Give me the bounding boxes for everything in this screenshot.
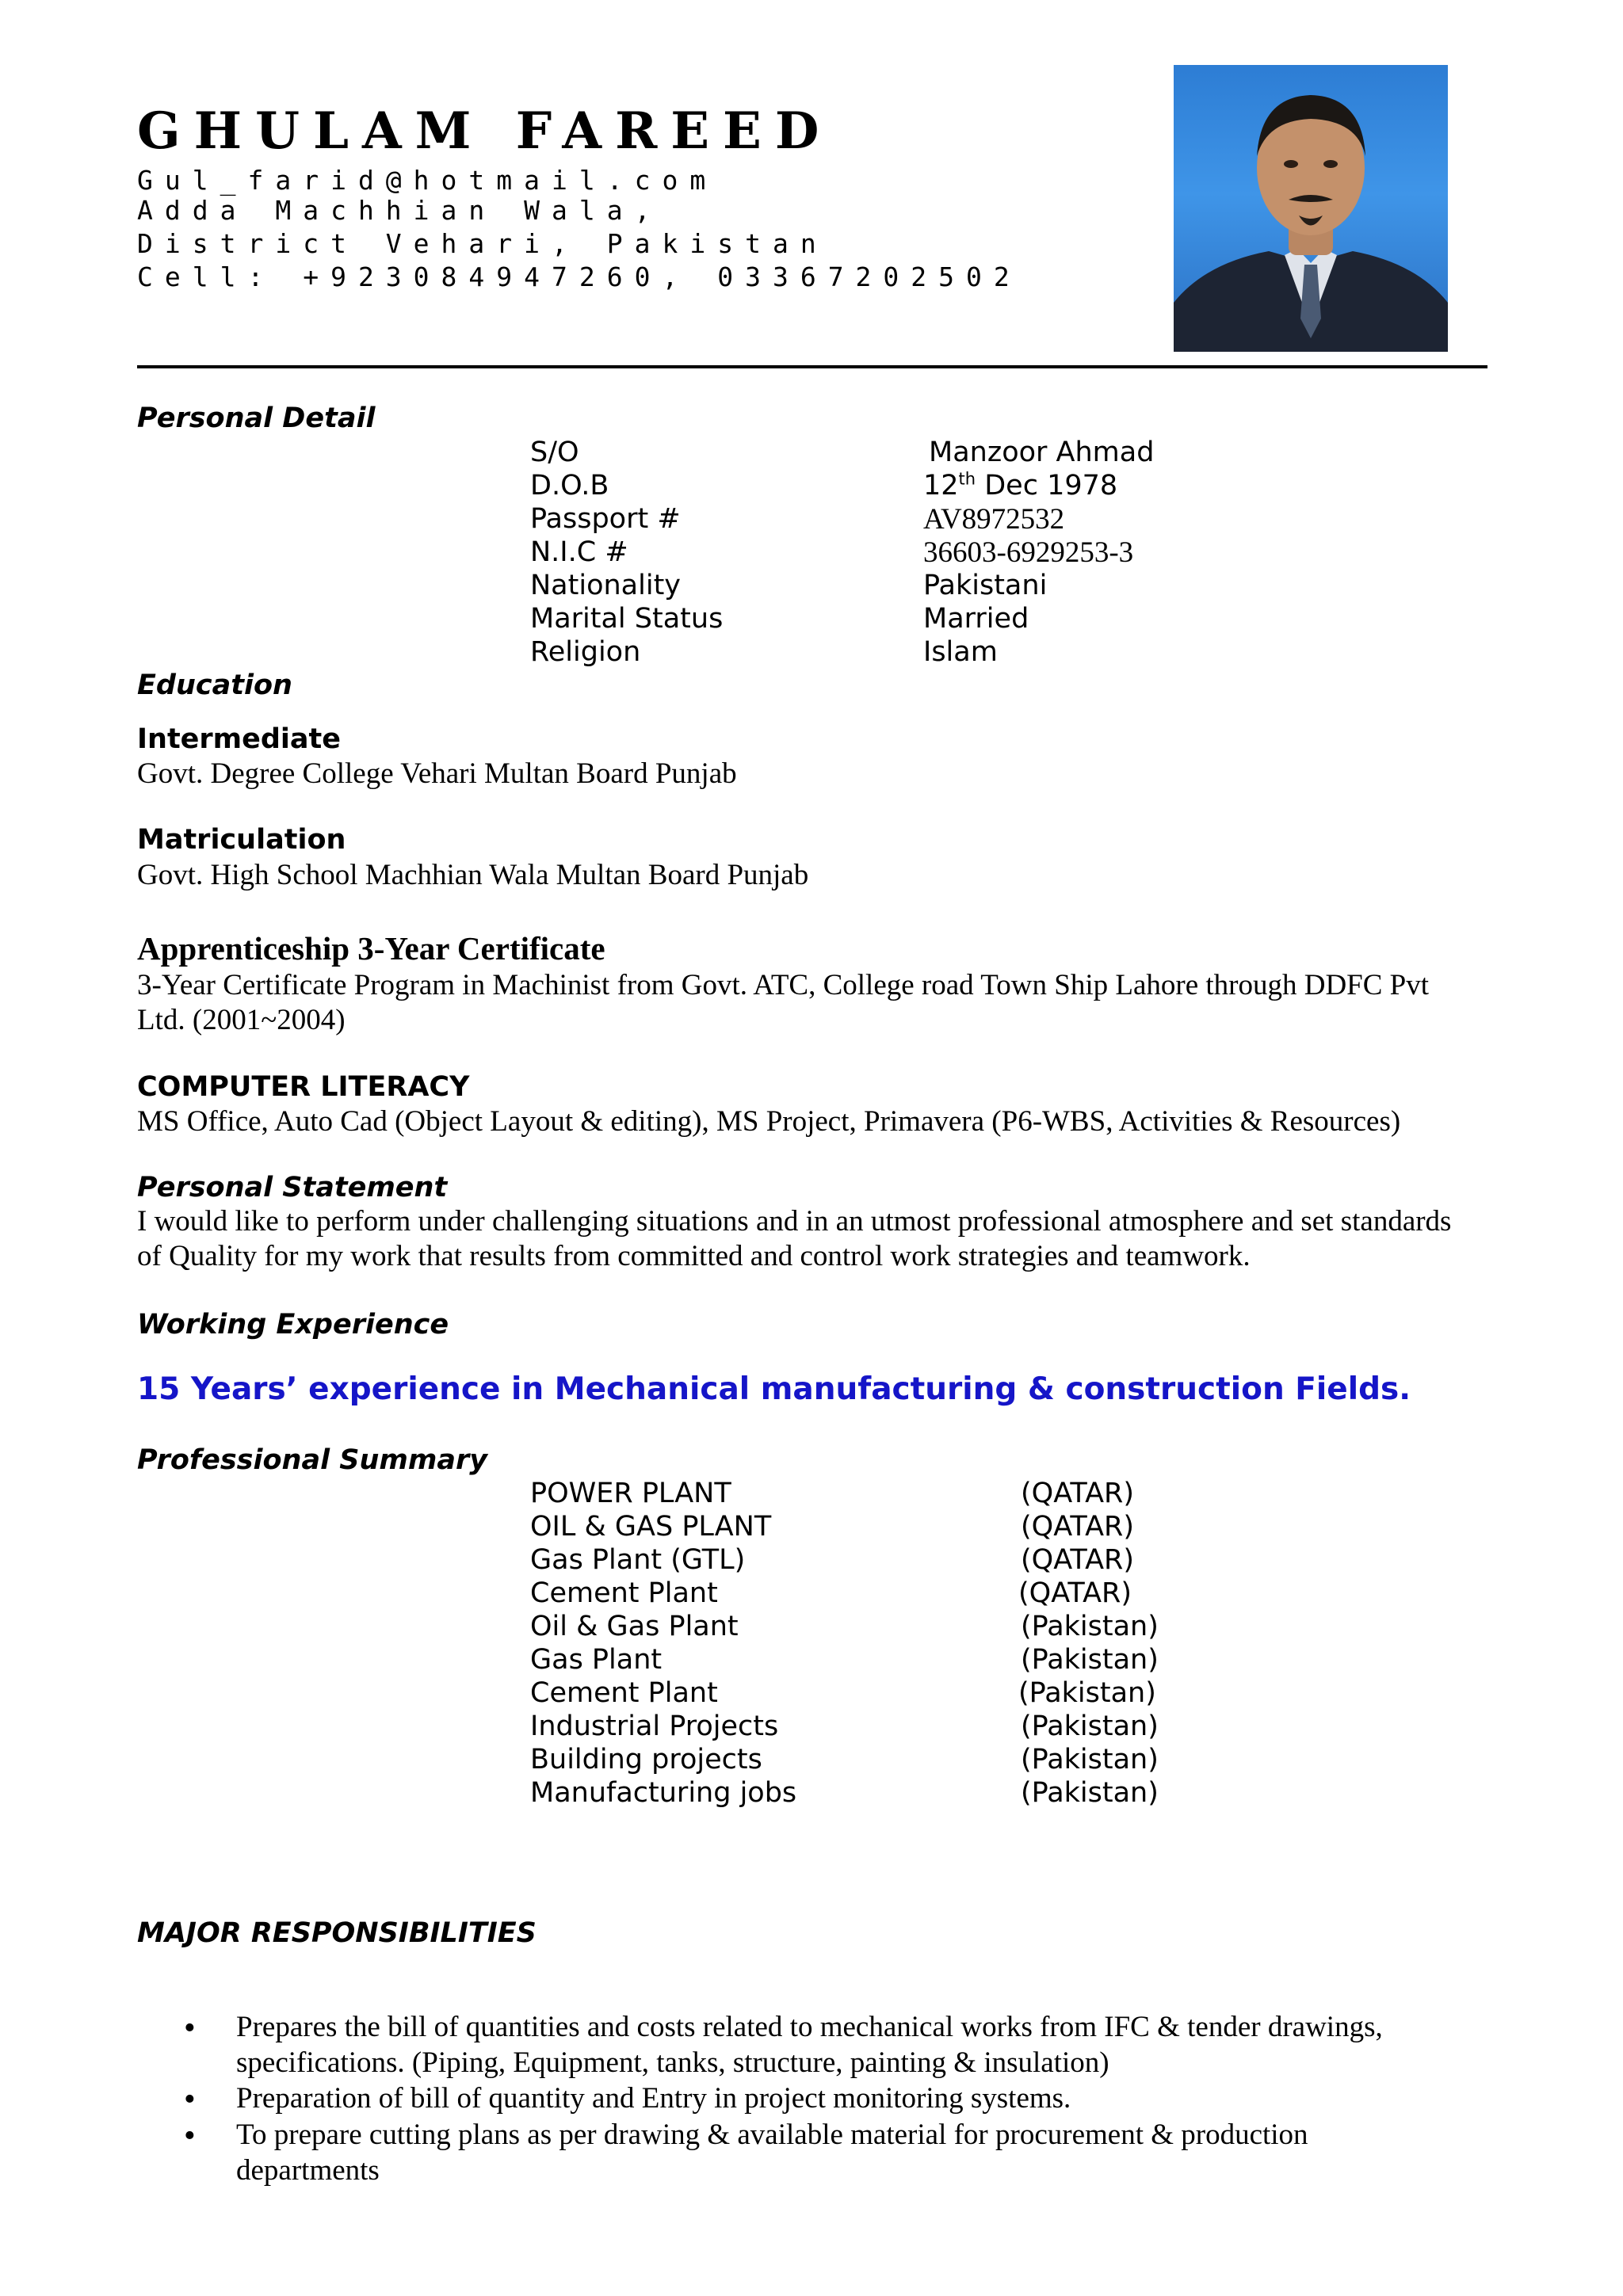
summary-item: Gas Plant xyxy=(530,1644,663,1676)
profile-photo xyxy=(1174,65,1448,352)
summary-item: Oil & Gas Plant xyxy=(530,1611,739,1642)
professional-summary-title: Professional Summary xyxy=(137,1444,488,1476)
detail-value-religion: Islam xyxy=(923,636,998,668)
intermediate-text: Govt. Degree College Vehari Multan Board Punjab xyxy=(137,757,737,790)
responsibility-3-line-2: departments xyxy=(236,2154,380,2187)
detail-label-nationality: Nationality xyxy=(530,570,682,601)
responsibility-2: Preparation of bill of quantity and Entry in project monitoring systems. xyxy=(236,2082,1071,2115)
detail-value-so: Manzoor Ahmad xyxy=(929,437,1155,468)
header-divider xyxy=(137,365,1487,368)
responsibility-1-line-1: Prepares the bill of quantities and costs related to mechanical works from IFC & tender drawings, xyxy=(236,2011,1383,2043)
email-text: Gul_farid@hotmail.com xyxy=(137,165,718,196)
summary-item: Cement Plant xyxy=(530,1677,718,1709)
matriculation-text: Govt. High School Machhian Wala Multan Board Punjab xyxy=(137,859,809,891)
apprenticeship-line-2: Ltd. (2001~2004) xyxy=(137,1004,346,1036)
summary-location: (Pakistan) xyxy=(1021,1644,1159,1676)
computer-literacy-title: COMPUTER LITERACY xyxy=(137,1071,470,1103)
summary-location: (QATAR) xyxy=(1018,1577,1132,1609)
responsibility-1-line-2: specifications. (Piping, Equipment, tanks, structure, painting & insulation) xyxy=(236,2046,1109,2079)
summary-location: (QATAR) xyxy=(1021,1544,1135,1576)
summary-item: Building projects xyxy=(530,1744,762,1775)
bullet-icon: • xyxy=(184,2081,196,2118)
detail-value-dob: 12th Dec 1978 xyxy=(923,469,1118,502)
summary-item: OIL & GAS PLANT xyxy=(530,1511,772,1543)
summary-location: (Pakistan) xyxy=(1021,1711,1159,1742)
detail-value-marital: Married xyxy=(923,603,1029,635)
candidate-name: GHULAM FAREED xyxy=(137,101,833,161)
summary-item: Manufacturing jobs xyxy=(530,1777,797,1809)
detail-value-nationality: Pakistani xyxy=(923,570,1048,601)
personal-statement-line-1: I would like to perform under challenging situations and in an utmost professional atmosphere and set standards xyxy=(137,1205,1452,1238)
address-line-1: Adda Machhian Wala, xyxy=(137,195,663,226)
detail-value-nic: 36603-6929253-3 xyxy=(923,536,1134,569)
responsibility-3-line-1: To prepare cutting plans as per drawing & available material for procurement & production xyxy=(236,2119,1308,2151)
personal-detail-heading: Personal Detail xyxy=(137,402,376,434)
summary-item: Gas Plant (GTL) xyxy=(530,1544,746,1576)
address-line-2: District Vehari, Pakistan xyxy=(137,228,828,259)
major-responsibilities-title: MAJOR RESPONSIBILITIES xyxy=(137,1917,537,1949)
summary-location: (QATAR) xyxy=(1021,1478,1135,1509)
personal-statement-title: Personal Statement xyxy=(137,1172,448,1203)
summary-item: Cement Plant xyxy=(530,1577,718,1609)
cell-text: Cell: +923084947260, 03367202502 xyxy=(137,261,1022,292)
summary-location: (Pakistan) xyxy=(1021,1611,1159,1642)
detail-label-nic: N.I.C # xyxy=(530,536,628,568)
summary-location: (QATAR) xyxy=(1021,1511,1135,1543)
bullet-icon: • xyxy=(184,2118,196,2154)
detail-label-marital: Marital Status xyxy=(530,603,724,635)
bullet-icon: • xyxy=(184,2010,196,2046)
detail-label-religion: Religion xyxy=(530,636,641,668)
intermediate-title: Intermediate xyxy=(137,723,342,755)
portrait-illustration xyxy=(1174,65,1448,352)
education-heading: Education xyxy=(137,669,292,701)
matriculation-title: Matriculation xyxy=(137,824,346,856)
detail-value-passport: AV8972532 xyxy=(923,503,1065,536)
experience-highlight: 15 Years’ experience in Mechanical manufacturing & construction Fields. xyxy=(137,1371,1411,1407)
personal-statement-line-2: of Quality for my work that results from committed and control work strategies and teamwork. xyxy=(137,1240,1251,1272)
summary-item: Industrial Projects xyxy=(530,1711,779,1742)
computer-literacy-text: MS Office, Auto Cad (Object Layout & editing), MS Project, Primavera (P6-WBS, Activities & Resources) xyxy=(137,1105,1401,1138)
apprenticeship-line-1: 3-Year Certificate Program in Machinist from Govt. ATC, College road Town Ship Lahore through DDFC Pvt xyxy=(137,969,1430,1001)
detail-label-dob: D.O.B xyxy=(530,470,609,502)
summary-location: (Pakistan) xyxy=(1018,1677,1156,1709)
summary-location: (Pakistan) xyxy=(1021,1777,1159,1809)
working-experience-title: Working Experience xyxy=(137,1309,449,1341)
apprenticeship-title: Apprenticeship 3-Year Certificate xyxy=(137,930,605,967)
summary-location: (Pakistan) xyxy=(1021,1744,1159,1775)
detail-label-passport: Passport # xyxy=(530,503,681,535)
detail-label-so: S/O xyxy=(530,437,579,468)
summary-item: POWER PLANT xyxy=(530,1478,731,1509)
